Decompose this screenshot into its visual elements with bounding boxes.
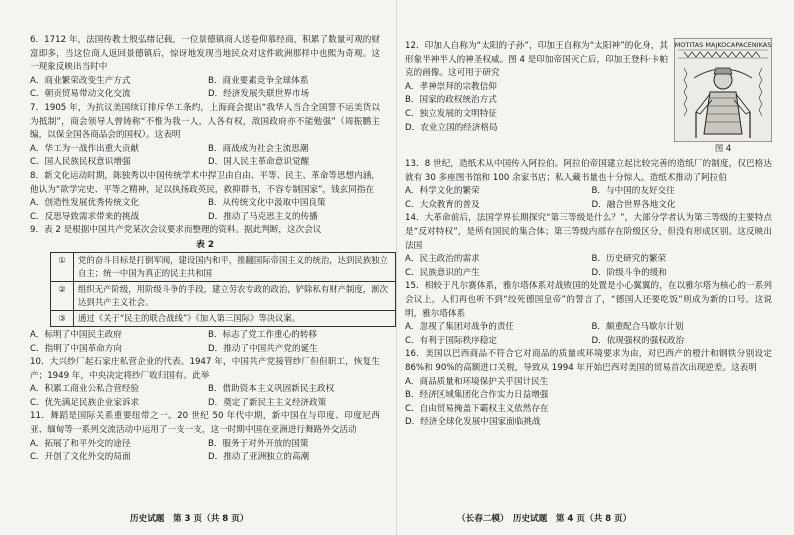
row-number: ② bbox=[51, 281, 74, 310]
question-stem: 6．1712 年，法国传教士殷弘绪记载，一位景德镇商人送卷仰慕经商，积累了数量可观的财富即多，当这位商人返回景德镇后，惊讶地发现当地民众对这件欧洲那样中也熙为奇观。这一现象反映出当时中 bbox=[30, 35, 380, 73]
option-a: A．标明了中国民主政府 bbox=[30, 329, 122, 340]
options bbox=[405, 253, 772, 280]
option-a: A．商业繁荣改变生产方式 bbox=[30, 75, 131, 86]
option-c: C．民族意识的产生 bbox=[405, 267, 480, 278]
option-d: D．经济全球化发展中国家面临挑战 bbox=[405, 417, 541, 428]
row-number: ③ bbox=[51, 310, 74, 326]
row-text: 通过《关于“民主的联合战线”》《加入第三国际》等决议案。 bbox=[74, 310, 396, 326]
question-stem: 10．大兴纱厂起石家庄私营企业的代表。1947 年，中国共产党接管纱厂但但职工，恢复生产；1949 年，中央决定将纱厂收归国有。此举 bbox=[30, 357, 380, 381]
option-b: B．从传统文化中汲取中国良策 bbox=[208, 198, 326, 209]
table-2 bbox=[50, 252, 396, 327]
question-11 bbox=[30, 410, 380, 464]
question-stem: 7．1905 年，为抗议美国续订排斥华工条约，上海商会提出“我华人当合全国誓不运美货以为抵制”，商会领导人曾铸称“不惟为我一人，人各有权，敌国政府亦不能勉强”（周振鹏主编，以保全国各商品会的国权）。这表明 bbox=[30, 102, 380, 141]
question-stem: 14．大革命前后，法国学界长期探究“第三等级是什么？”，大部分学者认为第三等级的主要特点是“反对特权”，是所有国民的集合体；第三等级内部存在阶级区分，但没有形成区别。这反映出法国 bbox=[405, 213, 772, 251]
question-14 bbox=[405, 212, 772, 280]
options bbox=[405, 376, 772, 430]
question-16 bbox=[405, 348, 772, 430]
inca-portrait-image bbox=[674, 38, 772, 142]
question-6 bbox=[30, 34, 380, 102]
question-stem: 15．相较于凡尔赛体系，雅尔塔体系对战败国的处置是小心翼翼的，在以雅尔塔为核心的一系列会议上，人们再也听不到“绞死德国皇帝”的誓言了，“德国人还要吃饭”则成为新的口号。这说明，雅尔塔体系 bbox=[405, 281, 772, 319]
figure-caption: 图 4 bbox=[714, 143, 732, 153]
left-page bbox=[0, 0, 396, 535]
question-12 bbox=[405, 40, 772, 153]
options bbox=[405, 185, 772, 212]
question-stem: 12．印加人自称为“太阳的子孙”，印加王自称为“太阳神”的化身，其形象半神半人的神圣权威。图 4 是印加帝国灭亡后，印加王登科·卡帕克的画像。这可用于研究 bbox=[405, 41, 668, 79]
options bbox=[30, 383, 380, 410]
table-row bbox=[51, 281, 396, 310]
option-a: A．商品质量和环境保护关乎国计民生 bbox=[405, 376, 549, 387]
option-d: D．依现强权的强权政治 bbox=[591, 335, 685, 346]
question-stem: 11．舞蹈是国际关系重要纽带之一。20 世纪 50 年代中期，新中国在与印度、印度尼西亚、缅甸等一系列交流活动中运用了一支一支，这一时期中国在亚洲进行舞路外交活动 bbox=[30, 411, 380, 436]
option-c: C．反思导致需求带来的挑战 bbox=[30, 211, 140, 222]
question-13 bbox=[405, 158, 772, 212]
figure-title-line1: MOTITAS MAJKOCAPACENIKAS bbox=[674, 41, 772, 49]
option-a: A．忽视了集团对战争的责任 bbox=[405, 322, 515, 333]
option-b: B．标志了党工作重心的转移 bbox=[208, 329, 318, 340]
option-a: A．孝神崇拜的宗教信仰 bbox=[405, 81, 497, 92]
option-c: C．指明了中国革命方向 bbox=[30, 343, 122, 354]
option-d: D．推动了马克思主义的传播 bbox=[208, 211, 318, 222]
question-10 bbox=[30, 356, 380, 410]
row-text: 党的奋斗目标是打倒军阀，建设国内和平，推翻国际帝国主义的统治，达到民族独立自主；统一中国为真正的民主共和国 bbox=[74, 252, 396, 281]
question-stem: 13．8 世纪，造纸术从中国传入阿拉伯。阿拉伯帝国建立起比较完善的造纸厂的制度，仅巴格达就有 30 多座图书馆和 100 余家书店；私人藏书量也十分惊人。造纸术推动了阿拉伯 bbox=[405, 159, 772, 183]
option-b: B．颇重配合马歇尔计划 bbox=[591, 322, 684, 333]
option-a: A．积累工商业公私合营经验 bbox=[30, 384, 140, 395]
table-row bbox=[51, 252, 396, 281]
options bbox=[30, 438, 380, 465]
option-a: A．创造性发展优秀传统文化 bbox=[30, 198, 140, 209]
question-stem: 16．美国以巴西商品不符合它对商品的质量或环境要求为由，对巴西产的橙汁和钢铁分别设定 86%和 90%的高额进口关税，导致从 1994 年开始巴西对美国的贸易首次出现逆差。这表明 bbox=[405, 349, 772, 373]
options bbox=[30, 75, 380, 102]
option-b: B．商战成为社会主流思潮 bbox=[208, 143, 309, 154]
option-d: D．农业立国的经济格局 bbox=[405, 122, 498, 133]
question-7 bbox=[30, 102, 380, 170]
option-c: C．国人民族民权意识增强 bbox=[30, 157, 131, 168]
option-b: B．商业要素竞争全球体系 bbox=[208, 75, 309, 86]
option-d: D．推动了亚洲独立的高潮 bbox=[208, 452, 310, 463]
right-page bbox=[397, 0, 794, 535]
question-stem: 8．新文化运动时期，陈独秀以中国传统学术中捍卫由自由、平等、民主、革命等思想内涵，他认为“欲学完史、平等之精神，足以执扬政英民，救抑群书，不容专制国家”，钱玄同指在 bbox=[30, 170, 380, 195]
page-footer: （长春二模） 历史试题 第 4 页（共 8 页） bbox=[457, 514, 632, 524]
option-c: C．开创了文化外交的局面 bbox=[30, 452, 131, 463]
option-d: D．经济发展失联世界市场 bbox=[208, 89, 310, 100]
option-c: C．朝贡贸易带动文化交流 bbox=[30, 89, 131, 100]
figure-4 bbox=[674, 38, 772, 156]
option-d: D．推动了中国共产党的诞生 bbox=[208, 343, 318, 354]
option-b: B．国家的政权统治方式 bbox=[405, 95, 497, 106]
option-d: D．国人民主革命意识觉醒 bbox=[208, 157, 310, 168]
option-a: A．科学文化的繁荣 bbox=[405, 186, 480, 197]
option-d: D．阶级斗争的缓和 bbox=[591, 267, 667, 278]
options bbox=[30, 143, 380, 170]
option-b: B．服务于对外开放的国策 bbox=[208, 438, 309, 449]
option-c: C．大众教育的普及 bbox=[405, 199, 480, 210]
options bbox=[405, 81, 668, 135]
options bbox=[30, 329, 380, 356]
question-9 bbox=[30, 224, 388, 356]
option-c: C．优先满足民族企业家诉求 bbox=[30, 397, 140, 408]
table-row bbox=[51, 310, 396, 326]
option-a: A．民主政治的需求 bbox=[405, 254, 480, 265]
option-b: B．与中国的友好交往 bbox=[591, 186, 675, 197]
question-8 bbox=[30, 170, 380, 224]
option-d: D．融合世界各地文化 bbox=[591, 199, 676, 210]
question-stem: 9．表 2 是根据中国共产党某次会议要求而整理的资料。据此判断，这次会议 bbox=[30, 225, 322, 236]
table-caption: 表 2 bbox=[196, 239, 214, 250]
option-b: B．借助资本主义巩固新民主政权 bbox=[208, 384, 335, 395]
page-footer: 历史试题 第 3 页（共 8 页） bbox=[130, 514, 249, 524]
question-15 bbox=[405, 280, 772, 348]
options bbox=[405, 321, 772, 348]
option-c: C．独立发展的文明特征 bbox=[405, 108, 497, 119]
option-b: B．历史研究的繁荣 bbox=[591, 254, 667, 265]
option-a: A．华工为一战作出重大贡献 bbox=[30, 143, 140, 154]
option-c: C．有利于国际秩序稳定 bbox=[405, 335, 497, 346]
option-b: B．经济区域集团化合作实力日益增强 bbox=[405, 390, 549, 401]
row-text: 组织无产阶级，用阶级斗争的手段，建立劳农专政的政治，铲除私有财产制度，渐次达到共产主义社会。 bbox=[74, 281, 396, 310]
option-d: D．奠定了新民主主义经济政策 bbox=[208, 397, 327, 408]
options bbox=[30, 197, 380, 224]
option-c: C．自由贸易掩盖下霸权主义依然存在 bbox=[405, 403, 549, 414]
option-a: A．拓展了和平外交的途径 bbox=[30, 438, 131, 449]
row-number: ① bbox=[51, 252, 74, 281]
